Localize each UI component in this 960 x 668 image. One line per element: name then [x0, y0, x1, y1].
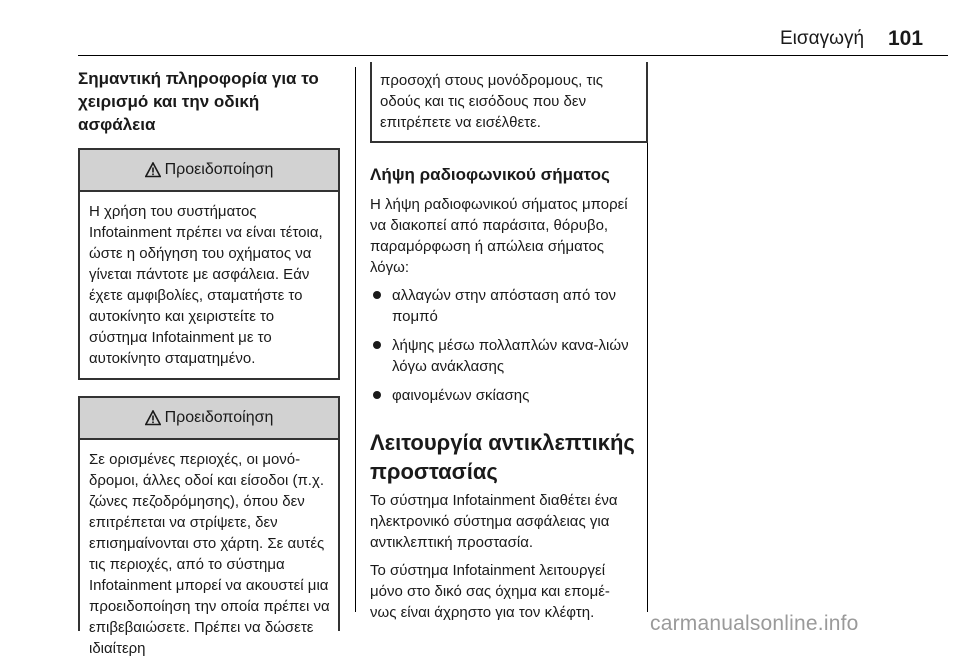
section-heading-antitheft: Λειτουργία αντικλεπτικής προστασίας	[370, 430, 635, 484]
warning-box-2-text: Σε ορισμένες περιοχές, οι μονό-δρομοι, άλλες οδοί και είσοδοι (π.χ. ζώνες πεζοδρόμησης), όπου δεν επιτρέπεται να στρίψετε, δεν επισημαίνονται στο χάρτη. Σε αυτές τις περιοχές, από το σύστημα Infotainment μπορεί να ακουστεί μια προειδοποίηση την οποία πρέπει να επιβεβαιώσετε. Πρέπει να δώσετε ιδιαίτερη	[89, 451, 330, 657]
warning-triangle-icon	[145, 410, 161, 426]
antitheft-paragraph-2: Το σύστημα Infotainment λειτουργεί μόνο στο δικό σας όχημα και επομέ-νως είναι άχρηστο για τον κλέφτη.	[370, 562, 610, 621]
radio-bullet-list	[370, 285, 635, 406]
warning-box-2-continued	[370, 62, 648, 143]
list-item: αλλαγών στην απόσταση από τον πομπό	[370, 285, 635, 327]
column-divider-left	[355, 67, 356, 612]
warning-box-1-header	[80, 150, 338, 192]
warning-box-1	[78, 148, 340, 380]
warning-box-2-continued-text: προσοχή στους μονόδρομους, τις οδούς και τις εισόδους που δεν επιτρέπετε να εισέλθετε.	[380, 72, 604, 131]
list-item: φαινομένων σκίασης	[370, 385, 635, 406]
list-item: λήψης μέσω πολλαπλών κανα-λιών λόγω ανάκλασης	[370, 335, 635, 377]
section-heading-radio: Λήψη ραδιοφωνικού σήματος	[370, 165, 610, 184]
warning-box-2-header	[80, 398, 338, 440]
watermark-text: carmanualsonline.info	[650, 612, 859, 635]
section-heading-safety: Σημαντική πληροφορία για το χειρισμό και την οδική ασφάλεια	[78, 69, 319, 134]
header-section-title: Εισαγωγή	[780, 28, 865, 49]
warning-box-2-body	[80, 440, 338, 668]
antitheft-paragraph-1: Το σύστημα Infotainment διαθέτει ένα ηλεκτρονικό σύστημα ασφάλειας για αντικλεπτική προστασία.	[370, 492, 618, 551]
warning-box-1-body	[80, 192, 338, 378]
warning-box-2-title: Προειδοποίηση	[164, 409, 274, 426]
column-divider-right	[647, 67, 648, 612]
warning-box-1-title: Προειδοποίηση	[164, 161, 274, 178]
warning-triangle-icon	[145, 162, 161, 178]
warning-box-1-text: Η χρήση του συστήματος Infotainment πρέπει να είναι τέτοια, ώστε η οδήγηση του οχήματος να γίνεται πάντοτε με ασφάλεια. Εάν έχετε αμφιβολίες, σταματήστε το αυτοκίνητο και χειριστείτε το σύστημα Infotainment με το αυτοκίνητο σταματημένο.	[89, 203, 323, 367]
page-number: 101	[888, 27, 924, 50]
column-left	[78, 67, 340, 657]
warning-box-2	[78, 396, 340, 657]
radio-intro-paragraph: Η λήψη ραδιοφωνικού σήματος μπορεί να διακοπεί από παράσιτα, θόρυβο, παραμόρφωση ή απώλεια σήματος λόγω:	[370, 196, 628, 276]
column-right	[370, 62, 635, 630]
header-rule	[78, 55, 948, 56]
